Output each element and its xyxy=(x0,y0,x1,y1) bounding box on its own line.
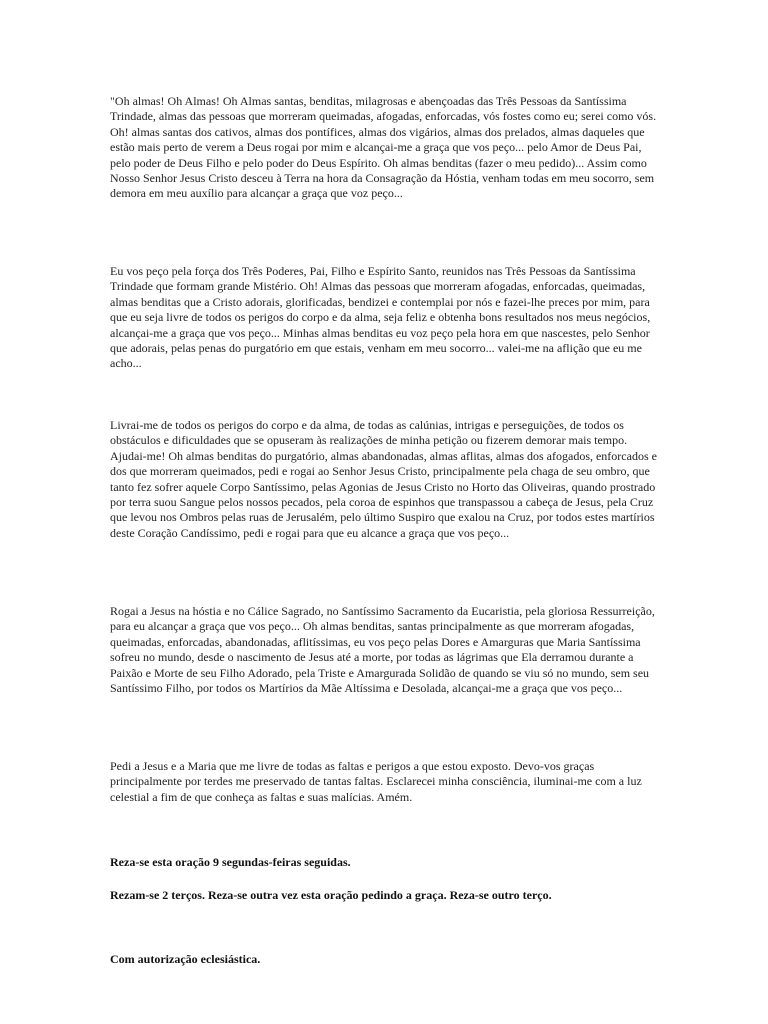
prayer-paragraph-4: Rogai a Jesus na hóstia e no Cálice Sagrado, no Santíssimo Sacramento da Eucaristia, pela gloriosa Ressurreição, para eu alcançar a graça que vos peço... Oh almas benditas, santas principalmente as que morreram afogadas, queimadas, enforcadas, abandonadas, aflitíssimas, eu vos peço pelas Dores e Amarguras que Maria Santíssima sofreu no mundo, desde o nascimento de Jesus até a morte, por todas as lágrimas que Ela derramou durante a Paixão e Morte de seu Filho Adorado, pela Triste e Amargurada Solidão de quando se viu só no mundo, sem seu Santíssimo Filho, por todos os Martírios da Mãe Altíssima e Desolada, alcançai-me a graça que vos peço... xyxy=(110,604,655,696)
prayer-paragraph-5: Pedi a Jesus e a Maria que me livre de todas as faltas e perigos a que estou exposto. Devo-vos graças principalmente por terdes me preservado de tantas faltas. Esclarecei minha consciência, iluminai-me com a luz celestial a fim de que conheça as faltas e suas malícias. Amém. xyxy=(110,759,642,804)
prayer-paragraph-3: Livrai-me de todos os perigos do corpo e da alma, de todas as calúnias, intrigas e perseguições, de todos os obstáculos e dificuldades que se opuseram às realizações de minha petição ou fizerem demorar mais tempo. Ajudai-me! Oh almas benditas do purgatório, almas abandonadas, almas aflitas, almas dos afogados, enforcados e dos que morreram queimados, pedi e rogai ao Senhor Jesus Cristo, principalmente pela chaga de seu ombro, que tanto fez sofrer aquele Corpo Santíssimo, pelas Agonias de Jesus Cristo no Horto das Oliveiras, quando prostrado por terra suou Sangue pelos nossos pecados, pela coroa de espinhos que transpassou a cabeça de Jesus, pela Cruz que levou nos Ombros pelas ruas de Jerusalém, pelo último Suspiro que exalou na Cruz, por todos estes martírios deste Coração Candíssimo, pedi e rogai para que eu alcance a graça que vos peço... xyxy=(110,418,657,540)
instruction-line-1: Reza-se esta oração 9 segundas-feiras seguidas. xyxy=(110,855,351,869)
prayer-paragraph-1: "Oh almas! Oh Almas! Oh Almas santas, benditas, milagrosas e abençoadas das Três Pessoas da Santíssima Trindade, almas das pessoas que morreram queimadas, afogadas, enforcadas, vós fostes como eu; serei como vós. Oh! almas santas dos cativos, almas dos pontífices, almas dos vigários, almas dos prelados, almas daqueles que estão mais perto de verem a Deus rogai por mim e alcançai-me a graça que vos peço... pelo Amor de Deus Pai, pelo poder de Deus Filho e pelo poder do Deus Espírito. Oh almas benditas (fazer o meu pedido)... Assim como Nosso Senhor Jesus Cristo desceu à Terra na hora da Consagração da Hóstia, venham todas em meu socorro, sem demora em meu auxílio para alcançar a graça que voz peço... xyxy=(110,94,657,201)
instruction-line-2: Rezam-se 2 terços. Reza-se outra vez esta oração pedindo a graça. Reza-se outro terço. xyxy=(110,888,552,902)
authorization-note: Com autorização eclesiástica. xyxy=(110,952,261,966)
prayer-paragraph-2: Eu vos peço pela força dos Três Poderes, Pai, Filho e Espírito Santo, reunidos nas Três Pessoas da Santíssima Trindade que formam grande Mistério. Oh! Almas das pessoas que morreram afogadas, enforcadas, queimadas, almas benditas que a Cristo adorais, glorificadas, bendizei e contemplai por nós e fazei-lhe preces por mim, para que eu seja livre de todos os perigos do corpo e da alma, seja feliz e obtenha bons resultados nos meus negócios, alcançai-me a graça que vos peço... Minhas almas benditas eu voz peço pela hora em que nascestes, pelo Senhor que adorais, pelas penas do purgatório em que estais, venham em meu socorro... valei-me na aflição que eu me acho... xyxy=(110,264,651,371)
